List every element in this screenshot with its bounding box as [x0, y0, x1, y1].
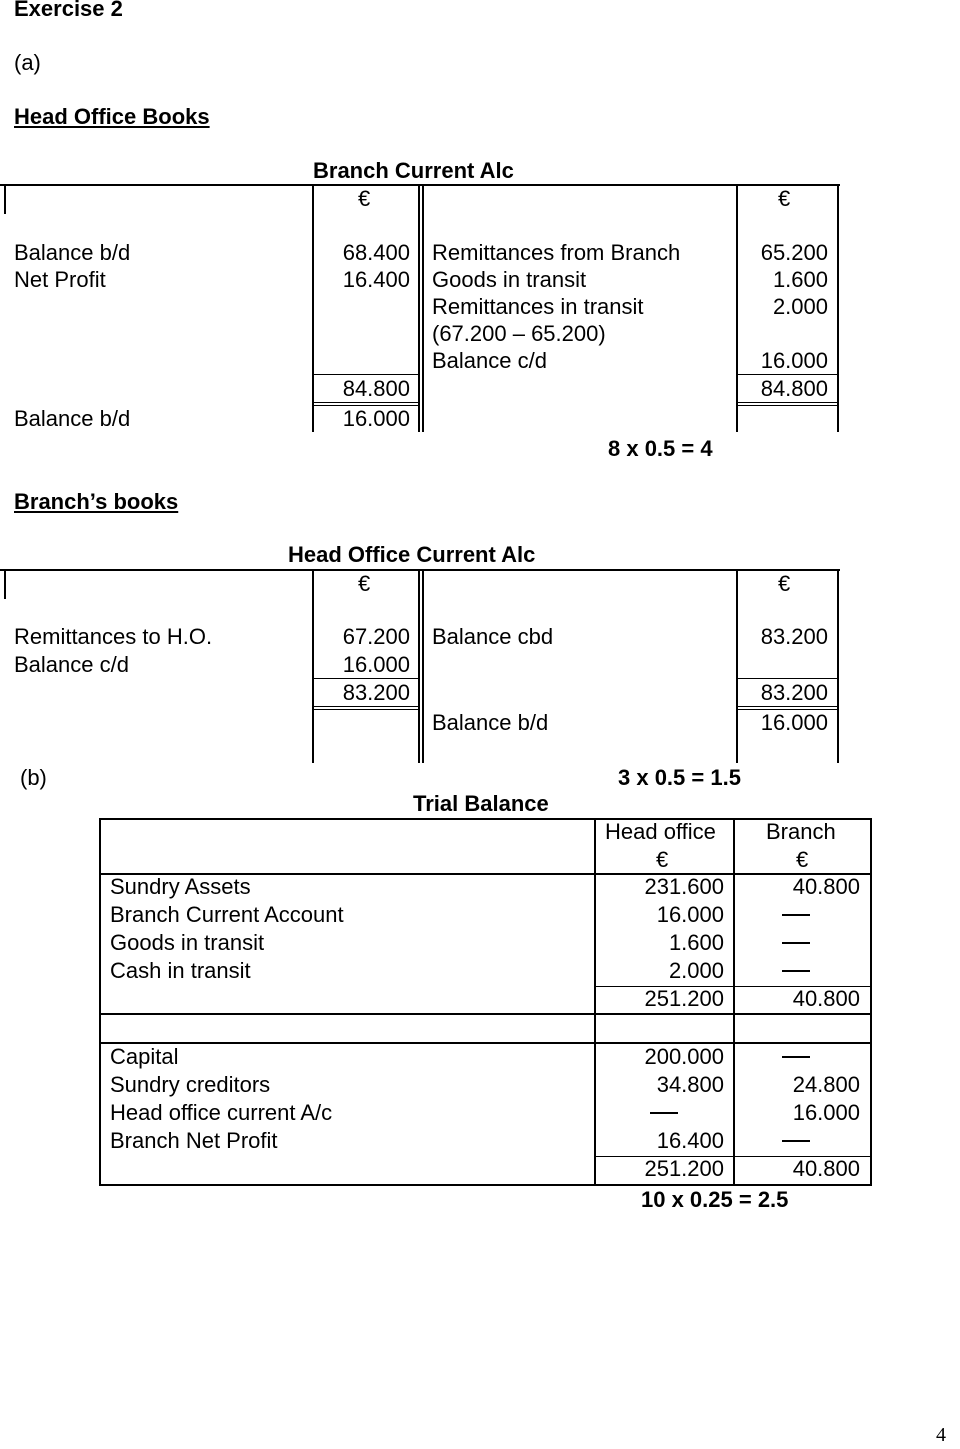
tb-row-label: Sundry creditors [110, 1072, 271, 1097]
tb-row-label: Cash in transit [110, 958, 251, 983]
tb-row-ho: 231.600 [644, 874, 724, 899]
tb-total1-branch: 40.800 [792, 986, 860, 1011]
tb-nil-dash [782, 1056, 810, 1058]
trial-balance-marks: 10 x 0.25 = 2.5 [641, 1187, 789, 1212]
tb-nil-dash [782, 970, 810, 972]
account2-bd-amount: 16.000 [760, 710, 828, 735]
account1-credit-amount: 2.000 [772, 294, 828, 319]
account1-credit-label: Remittances in transit [432, 294, 644, 319]
account2-left-tick [4, 569, 6, 599]
account2-divider-c [422, 571, 424, 763]
account2-debit-label: Remittances to H.O. [14, 624, 213, 649]
account2-top-rule [0, 569, 840, 571]
branch-books-heading: Branch’s books [14, 489, 179, 514]
account2-credit-total: 83.200 [760, 680, 828, 705]
account1-credit-label: (67.200 – 65.200) [432, 321, 606, 346]
account2-debit-double-rule [314, 706, 418, 710]
tb-col-head-office: Head office [605, 819, 716, 844]
tb-row-branch: 24.800 [792, 1072, 860, 1097]
tb-bottom-rule [99, 1184, 872, 1186]
account1-credit-label: Balance c/d [432, 348, 547, 373]
account1-bd-label: Balance b/d [14, 406, 131, 431]
account1-credit-amount: 16.000 [760, 348, 828, 373]
account1-debit-amount: 68.400 [342, 240, 410, 265]
tb-col-branch: Branch [766, 819, 836, 844]
account2-right-rule [837, 571, 839, 763]
account1-credit-double-rule [738, 402, 837, 406]
tb-row-ho: 2.000 [668, 958, 724, 983]
account2-marks: 3 x 0.5 = 1.5 [618, 765, 741, 790]
account1-debit-amount: 16.400 [342, 267, 410, 292]
account1-right-rule [837, 186, 839, 432]
tb-row-label: Capital [110, 1044, 179, 1069]
account2-divider-b [418, 571, 420, 763]
tb-total2-ho: 251.200 [644, 1156, 724, 1181]
tb-row-ho: 34.800 [656, 1072, 724, 1097]
account2-debit-amount: 16.000 [342, 652, 410, 677]
tb-row-branch: 40.800 [792, 874, 860, 899]
account2-credit-total-rule [738, 678, 837, 679]
account2-credit-label: Balance cbd [432, 624, 554, 649]
account2-bd-label: Balance b/d [432, 710, 549, 735]
tb-total1-ho: 251.200 [644, 986, 724, 1011]
tb-section-rule-top [99, 1013, 872, 1015]
tb-section-rule-bottom [99, 1042, 872, 1044]
account1-left-tick [4, 184, 6, 214]
account1-credit-total-rule [738, 374, 837, 375]
tb-row-label: Sundry Assets [110, 874, 251, 899]
account1-debit-label: Balance b/d [14, 240, 131, 265]
page-number: 4 [936, 1424, 946, 1446]
account1-bd-amount: 16.000 [342, 406, 410, 431]
tb-row-label: Branch Current Account [110, 902, 344, 927]
tb-row-label: Goods in transit [110, 930, 265, 955]
account1-credit-amount: 65.200 [760, 240, 828, 265]
account2-title: Head Office Current Alc [288, 542, 536, 567]
tb-nil-dash [650, 1112, 678, 1114]
tb-row-branch: 16.000 [792, 1100, 860, 1125]
tb-top-rule [99, 818, 872, 820]
account1-debit-currency: € [358, 186, 371, 211]
tb-row-label: Head office current A/c [110, 1100, 333, 1125]
account1-credit-label: Goods in transit [432, 267, 587, 292]
account1-divider-b [418, 186, 420, 432]
tb-nil-dash [782, 1140, 810, 1142]
tb-row-ho: 16.400 [656, 1128, 724, 1153]
account1-credit-currency: € [778, 186, 791, 211]
account1-debit-total: 84.800 [342, 376, 410, 401]
account1-debit-total-rule [314, 374, 418, 375]
account1-credit-total: 84.800 [760, 376, 828, 401]
tb-nil-dash [782, 914, 810, 916]
part-a-label: (a) [14, 50, 41, 75]
tb-row-label: Branch Net Profit [110, 1128, 278, 1153]
tb-nil-dash [782, 942, 810, 944]
account2-credit-amount: 83.200 [760, 624, 828, 649]
account1-credit-label: Remittances from Branch [432, 240, 681, 265]
part-b-label: (b) [20, 765, 47, 790]
account2-debit-total-rule [314, 678, 418, 679]
tb-total2-branch: 40.800 [792, 1156, 860, 1181]
account2-debit-label: Balance c/d [14, 652, 129, 677]
account2-debit-amount: 67.200 [342, 624, 410, 649]
head-office-books-heading: Head Office Books [14, 104, 210, 129]
exercise-title: Exercise 2 [14, 0, 123, 21]
account1-divider-c [422, 186, 424, 432]
account1-top-rule [0, 184, 840, 186]
account2-debit-total: 83.200 [342, 680, 410, 705]
tb-row-ho: 16.000 [656, 902, 724, 927]
tb-branch-currency: € [796, 847, 809, 872]
account1-marks: 8 x 0.5 = 4 [608, 436, 713, 461]
account2-credit-currency: € [778, 571, 791, 596]
trial-balance-title: Trial Balance [413, 791, 549, 816]
account1-credit-amount: 1.600 [772, 267, 828, 292]
account1-debit-label: Net Profit [14, 267, 106, 292]
account1-title: Branch Current Alc [313, 158, 514, 183]
tb-row-ho: 200.000 [644, 1044, 724, 1069]
tb-ho-currency: € [656, 847, 669, 872]
account2-debit-currency: € [358, 571, 371, 596]
tb-row-ho: 1.600 [668, 930, 724, 955]
